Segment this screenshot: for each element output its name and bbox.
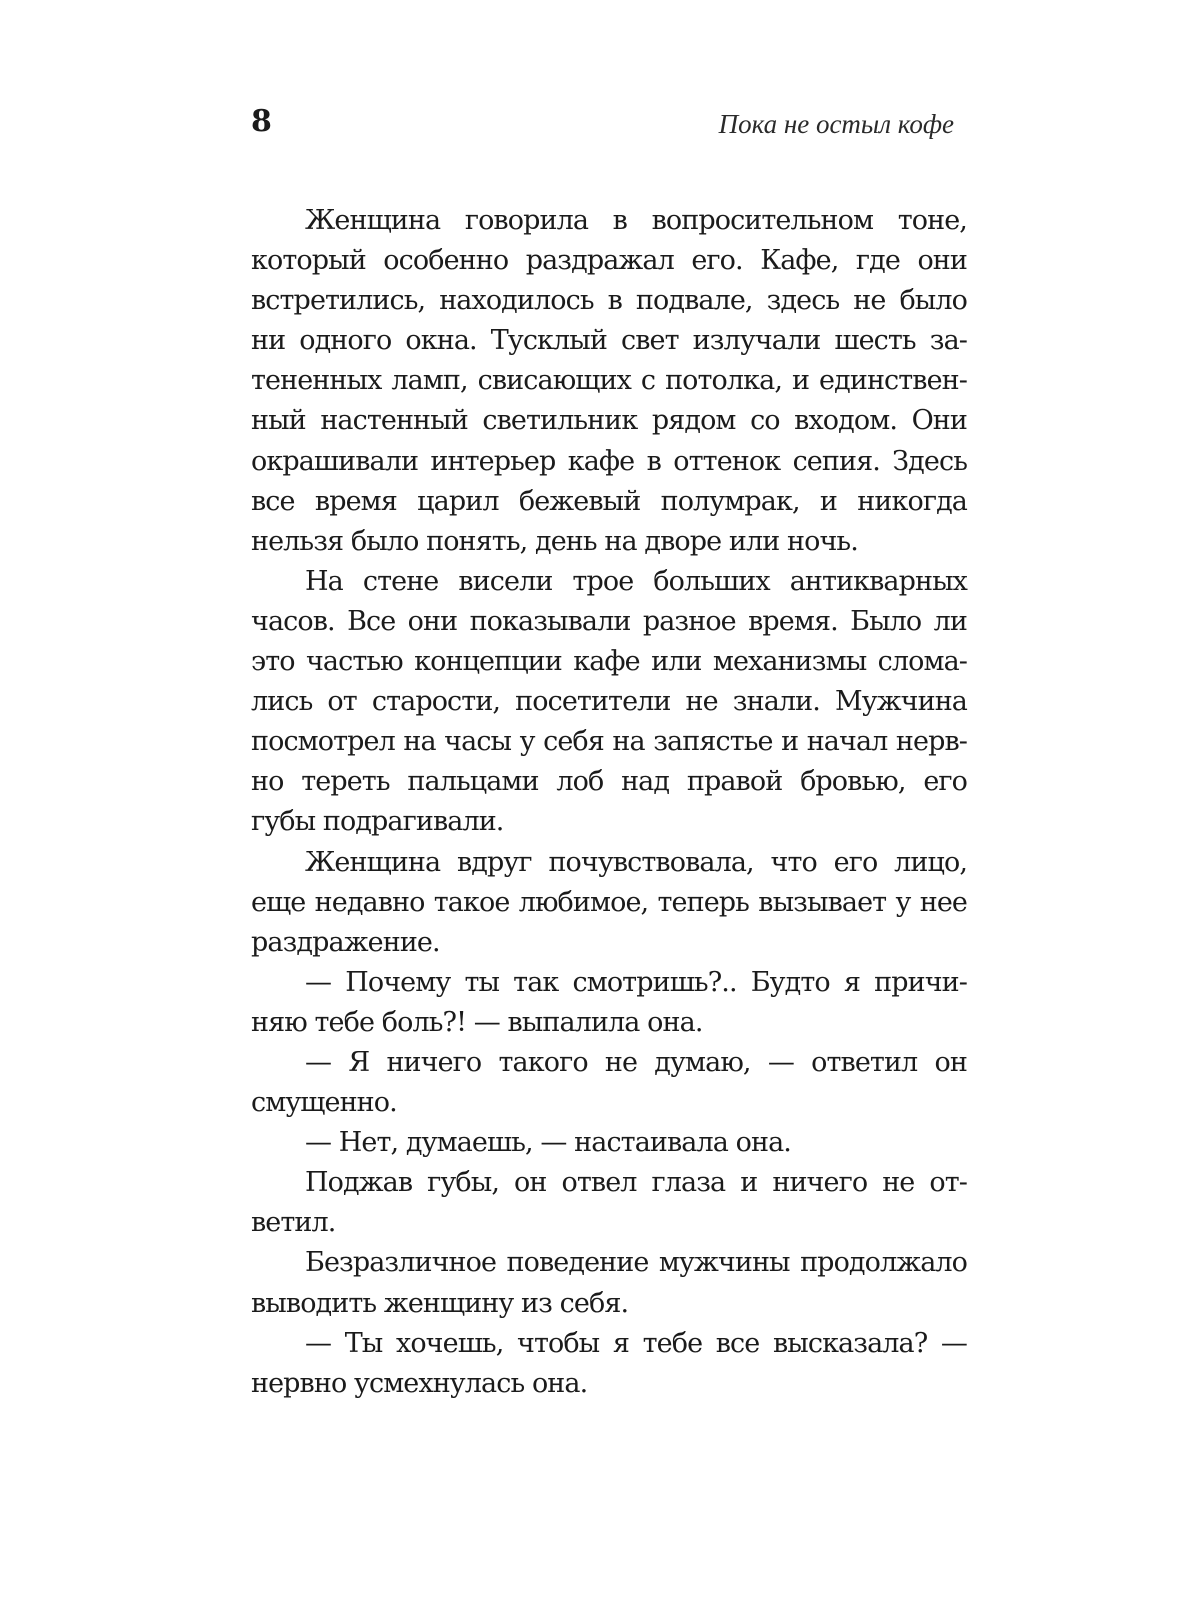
text-line: посмотрел на часы у себя на запястье и начал нерв- — [251, 726, 967, 758]
paragraph — [251, 201, 967, 562]
text-line: Поджав губы, он отвел глаза и ничего не от- — [305, 1167, 967, 1199]
text-line: няю тебе боль?! — выпалила она. — [251, 1006, 703, 1038]
text-line: ни одного окна. Тусклый свет излучали шесть за- — [251, 325, 967, 357]
text-line: еще недавно такое любимое, теперь вызывает у нее — [251, 886, 967, 918]
text-line: — Почему ты так смотришь?.. Будто я причи- — [305, 966, 967, 998]
text-line: но тереть пальцами лоб над правой бровью, его — [251, 766, 967, 798]
text-line: ный настенный светильник рядом со входом. Они — [251, 405, 967, 437]
paragraph — [251, 1243, 967, 1323]
paragraph — [251, 1123, 967, 1163]
text-line: лись от старости, посетители не знали. Мужчина — [251, 686, 967, 718]
text-line: — Ты хочешь, чтобы я тебе все высказала? — — [305, 1327, 967, 1359]
text-line: выводить женщину из себя. — [251, 1287, 629, 1319]
text-line: Женщина вдруг почувствовала, что его лицо, — [305, 846, 967, 878]
text-line: который особенно раздражал его. Кафе, где они — [251, 245, 967, 277]
text-line: часов. Все они показывали разное время. Было ли — [251, 605, 967, 637]
text-line: Женщина говорила в вопросительном тоне, — [305, 205, 967, 236]
text-line: окрашивали интерьер кафе в оттенок сепия. Здесь — [251, 445, 967, 477]
text-line: встретились, находилось в подвале, здесь не было — [251, 285, 967, 317]
text-line: — Я ничего такого не думаю, — ответил он — [305, 1046, 967, 1078]
text-line: нельзя было понять, день на дворе или ночь. — [251, 525, 858, 557]
text-line: тененных ламп, свисающих с потолка, и единствен- — [251, 365, 967, 397]
text-line: нервно усмехнулась она. — [251, 1367, 588, 1399]
text-line: губы подрагивали. — [251, 806, 504, 838]
text-line: На стене висели трое больших антикварных — [305, 565, 967, 597]
paragraph — [251, 963, 967, 1043]
text-line: раздражение. — [251, 926, 440, 958]
text-line: все время царил бежевый полумрак, и никогда — [251, 485, 967, 517]
paragraph — [251, 843, 967, 963]
text-line: это частью концепции кафе или механизмы слома- — [251, 646, 967, 678]
body-text — [251, 201, 967, 1404]
paragraph — [251, 1043, 967, 1123]
page-number: 8 — [251, 104, 272, 139]
text-line: ветил. — [251, 1207, 336, 1239]
paragraph — [251, 1324, 967, 1404]
text-line: смущенно. — [251, 1087, 397, 1119]
paragraph — [251, 562, 967, 843]
text-line: — Нет, думаешь, — настаивала она. — [305, 1127, 791, 1159]
running-title: Пока не остыл кофе — [718, 109, 954, 139]
text-line: Безразличное поведение мужчины продолжало — [305, 1247, 967, 1279]
paragraph — [251, 1163, 967, 1243]
